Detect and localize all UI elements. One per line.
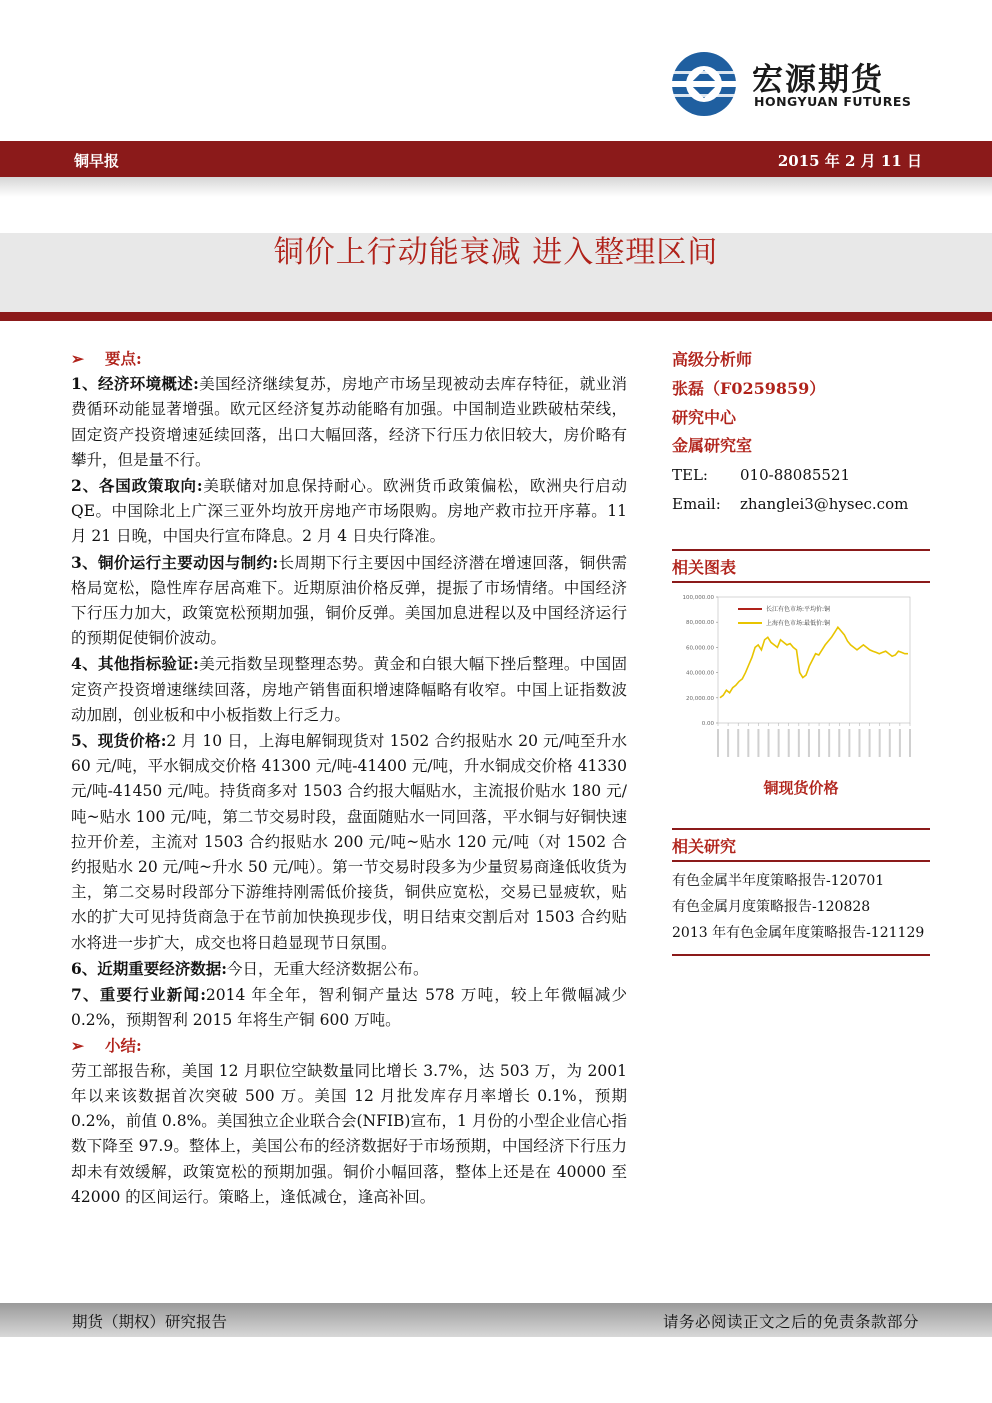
summary-item: 1、经济环境概述:美国经济继续复苏，房地产市场呈现被动去库存特征，就业消费循环动能显著增强。欧元区经济复苏动能略有加强。中国制造业跌破枯荣线，固定资产投资增速延续回落，出口大幅回落，经济下行压力依旧较大，房价略有攀升，但是量不行。 [71,374,627,469]
analyst-dept: 研究中心 [672,407,737,427]
analyst-name: 张磊（F0259859） [672,378,826,398]
report-type: 铜早报 [74,152,120,170]
tel-label: TEL: [672,466,708,485]
arrow-bullet-icon: ➢ [71,1036,84,1056]
chart-svg [672,583,930,773]
legend-label: 长江有色市场:平均价:铜 [766,606,831,614]
arrow-bullet-icon: ➢ [71,349,84,368]
summary-item: 2、各国政策取向:美联储对加息保持耐心。欧洲货币政策偏松，欧洲央行启动 QE。中国除北上广深三亚外均放开房地产市场限购。房地产救市拉开序幕。11 月 21 日晚，中国央行宣布降息。2 月 4 日央行降准。 [71,476,627,546]
summary-item: 4、其他指标验证:美元指数呈现整理态势。黄金和白银大幅下挫后整理。中国固定资产投资增速继续回落，房地产销售面积增速降幅略有收窄。中国上证指数波动加剧，创业板和中小板指数上行乏力。 [71,654,627,724]
tel-value: 010-88085521 [740,466,851,485]
related-research-heading: 相关研究 [672,828,930,862]
plot-area [718,597,910,723]
x-tick-label-mark [869,729,871,757]
footer-left: 期货（期权）研究报告 [72,1313,228,1331]
y-tick-label: 60,000.00 [686,645,714,652]
x-tick-label-mark [848,729,850,757]
copper-price-chart [672,583,930,773]
x-tick-label-mark [909,729,911,757]
research-divider [672,946,930,956]
footer-disclaimer: 请务必阅读正文之后的免责条款部分 [662,1313,919,1331]
summary-item: 5、现货价格:2 月 10 日，上海电解铜现货对 1502 合约报贴水 20 元/吨至升水 60 元/吨，平水铜成交价格 41300 元/吨-41400 元/吨，升水铜成交价格 41330 元/吨-41450 元/吨。持货商多对 1503 合约报大幅贴水，主流报价贴水 180 元/吨~贴水 100 元/吨，第二节交易时段，盘面随贴水一同回落，平水铜与好铜快速拉开价差，主流对 1503 合约报贴水 200 元/吨~贴水 120 元/吨（对 1502 合约报贴水 20 元/吨~升水 50 元/吨）。第一节交易时段多为少量贸易商逢低收货为主，第二交易时段部分下游维持刚需低价接货，铜供应宽松，交易已显疲软，贴水的扩大可见持货商急于在节前加快换现步伐，明日结束交割后对 1503 合约贴水将进一步扩大，成交也将日趋显现节日氛围。 [71,731,627,952]
x-tick-label-mark [828,729,830,757]
report-date: 2015 年 2 月 11 日 [777,152,922,170]
x-tick-label-mark [808,729,810,757]
page-title: 铜价上行动能衰减 进入整理区间 [273,235,719,270]
x-tick-label-mark [899,729,901,757]
x-tick-label-mark [727,729,729,757]
y-tick-label: 20,000.00 [686,695,714,702]
tel-row [672,461,930,490]
logo-english-name: HONGYUAN FUTURES [754,94,912,109]
x-tick-label-mark [798,729,800,757]
analyst-role: 高级分析师 [672,350,753,369]
logo-chinese-name: 宏源期货 [752,62,884,98]
summary-heading: ➢ 要点: [71,346,627,371]
x-tick-label-mark [737,729,739,757]
x-tick-label-mark [818,729,820,757]
x-tick-label-mark [768,729,770,757]
x-tick-label-mark [858,729,860,757]
x-tick-label-mark [717,729,719,757]
header-shadow [0,177,992,197]
x-tick-label-mark [747,729,749,757]
chart-caption: 铜现货价格 [763,779,839,798]
summary-item: 7、重要行业新闻:2014 年全年，智利铜产量达 578 万吨，较上年微幅减少 0.2%，预期智利 2015 年将生产铜 600 万吨。 [71,985,627,1030]
x-tick-label-mark [879,729,881,757]
summary-item: 3、铜价运行主要动因与制约:长周期下行主要因中国经济潜在增速回落，铜供需格局宽松，隐性库存居高难下。近期原油价格反弹，提振了市场情绪。中国经济下行压力加大，政策宽松预期加强，铜价反弹。美国加息进程以及中国经济运行的预期促使铜价波动。 [71,552,627,648]
analyst-office: 金属研究室 [672,436,753,456]
related-chart-heading: 相关图表 [672,549,930,583]
x-tick-label-mark [838,729,840,757]
y-tick-label: 0.00 [701,721,714,728]
main-content [71,346,627,1210]
company-logo [672,48,917,118]
legend-label: 上海有色市场:最低价:铜 [766,620,831,628]
x-tick-label-mark [889,729,891,757]
email-value[interactable]: zhanglei3@hysec.com [740,495,909,514]
research-link[interactable]: 2013 年有色金属年度策略报告-121129 [672,925,925,942]
email-label: Email: [672,495,721,514]
hongyuan-logo-icon [672,52,736,116]
research-link[interactable]: 有色金属月度策略报告-120828 [672,899,871,916]
conclusion-heading: ➢ 小结: [71,1033,627,1058]
x-tick-label-mark [788,729,790,757]
x-tick-label-mark [778,729,780,757]
sidebar [672,346,930,956]
x-tick-label-mark [757,729,759,757]
conclusion-text: 劳工部报告称，美国 12 月职位空缺数量同比增长 3.7%，达 503 万，为 2001 年以来该数据首次突破 500 万。美国 12 月批发库存月率增长 0.1%，预期 0.2%，前值 0.8%。美国独立企业联合会(NFIB)宣布，1 月份的小型企业信心指数下降至 97.9。整体上，美国公布的经济数据好于市场预期，中国经济下行压力却未有效缓解，政策宽松的预期加强。铜价小幅回落，整体上还是在 40000 至 42000 的区间运行。策略上，逢低减仓，逢高补回。 [71,1061,627,1206]
y-tick-label: 100,000.00 [682,595,714,602]
research-link[interactable]: 有色金属半年度策略报告-120701 [672,873,885,890]
y-tick-label: 40,000.00 [686,670,714,677]
y-tick-label: 80,000.00 [686,620,714,627]
summary-item: 6、近期重要经济数据:今日，无重大经济数据公布。 [71,958,429,978]
title-divider [0,312,992,321]
email-row [672,490,930,519]
